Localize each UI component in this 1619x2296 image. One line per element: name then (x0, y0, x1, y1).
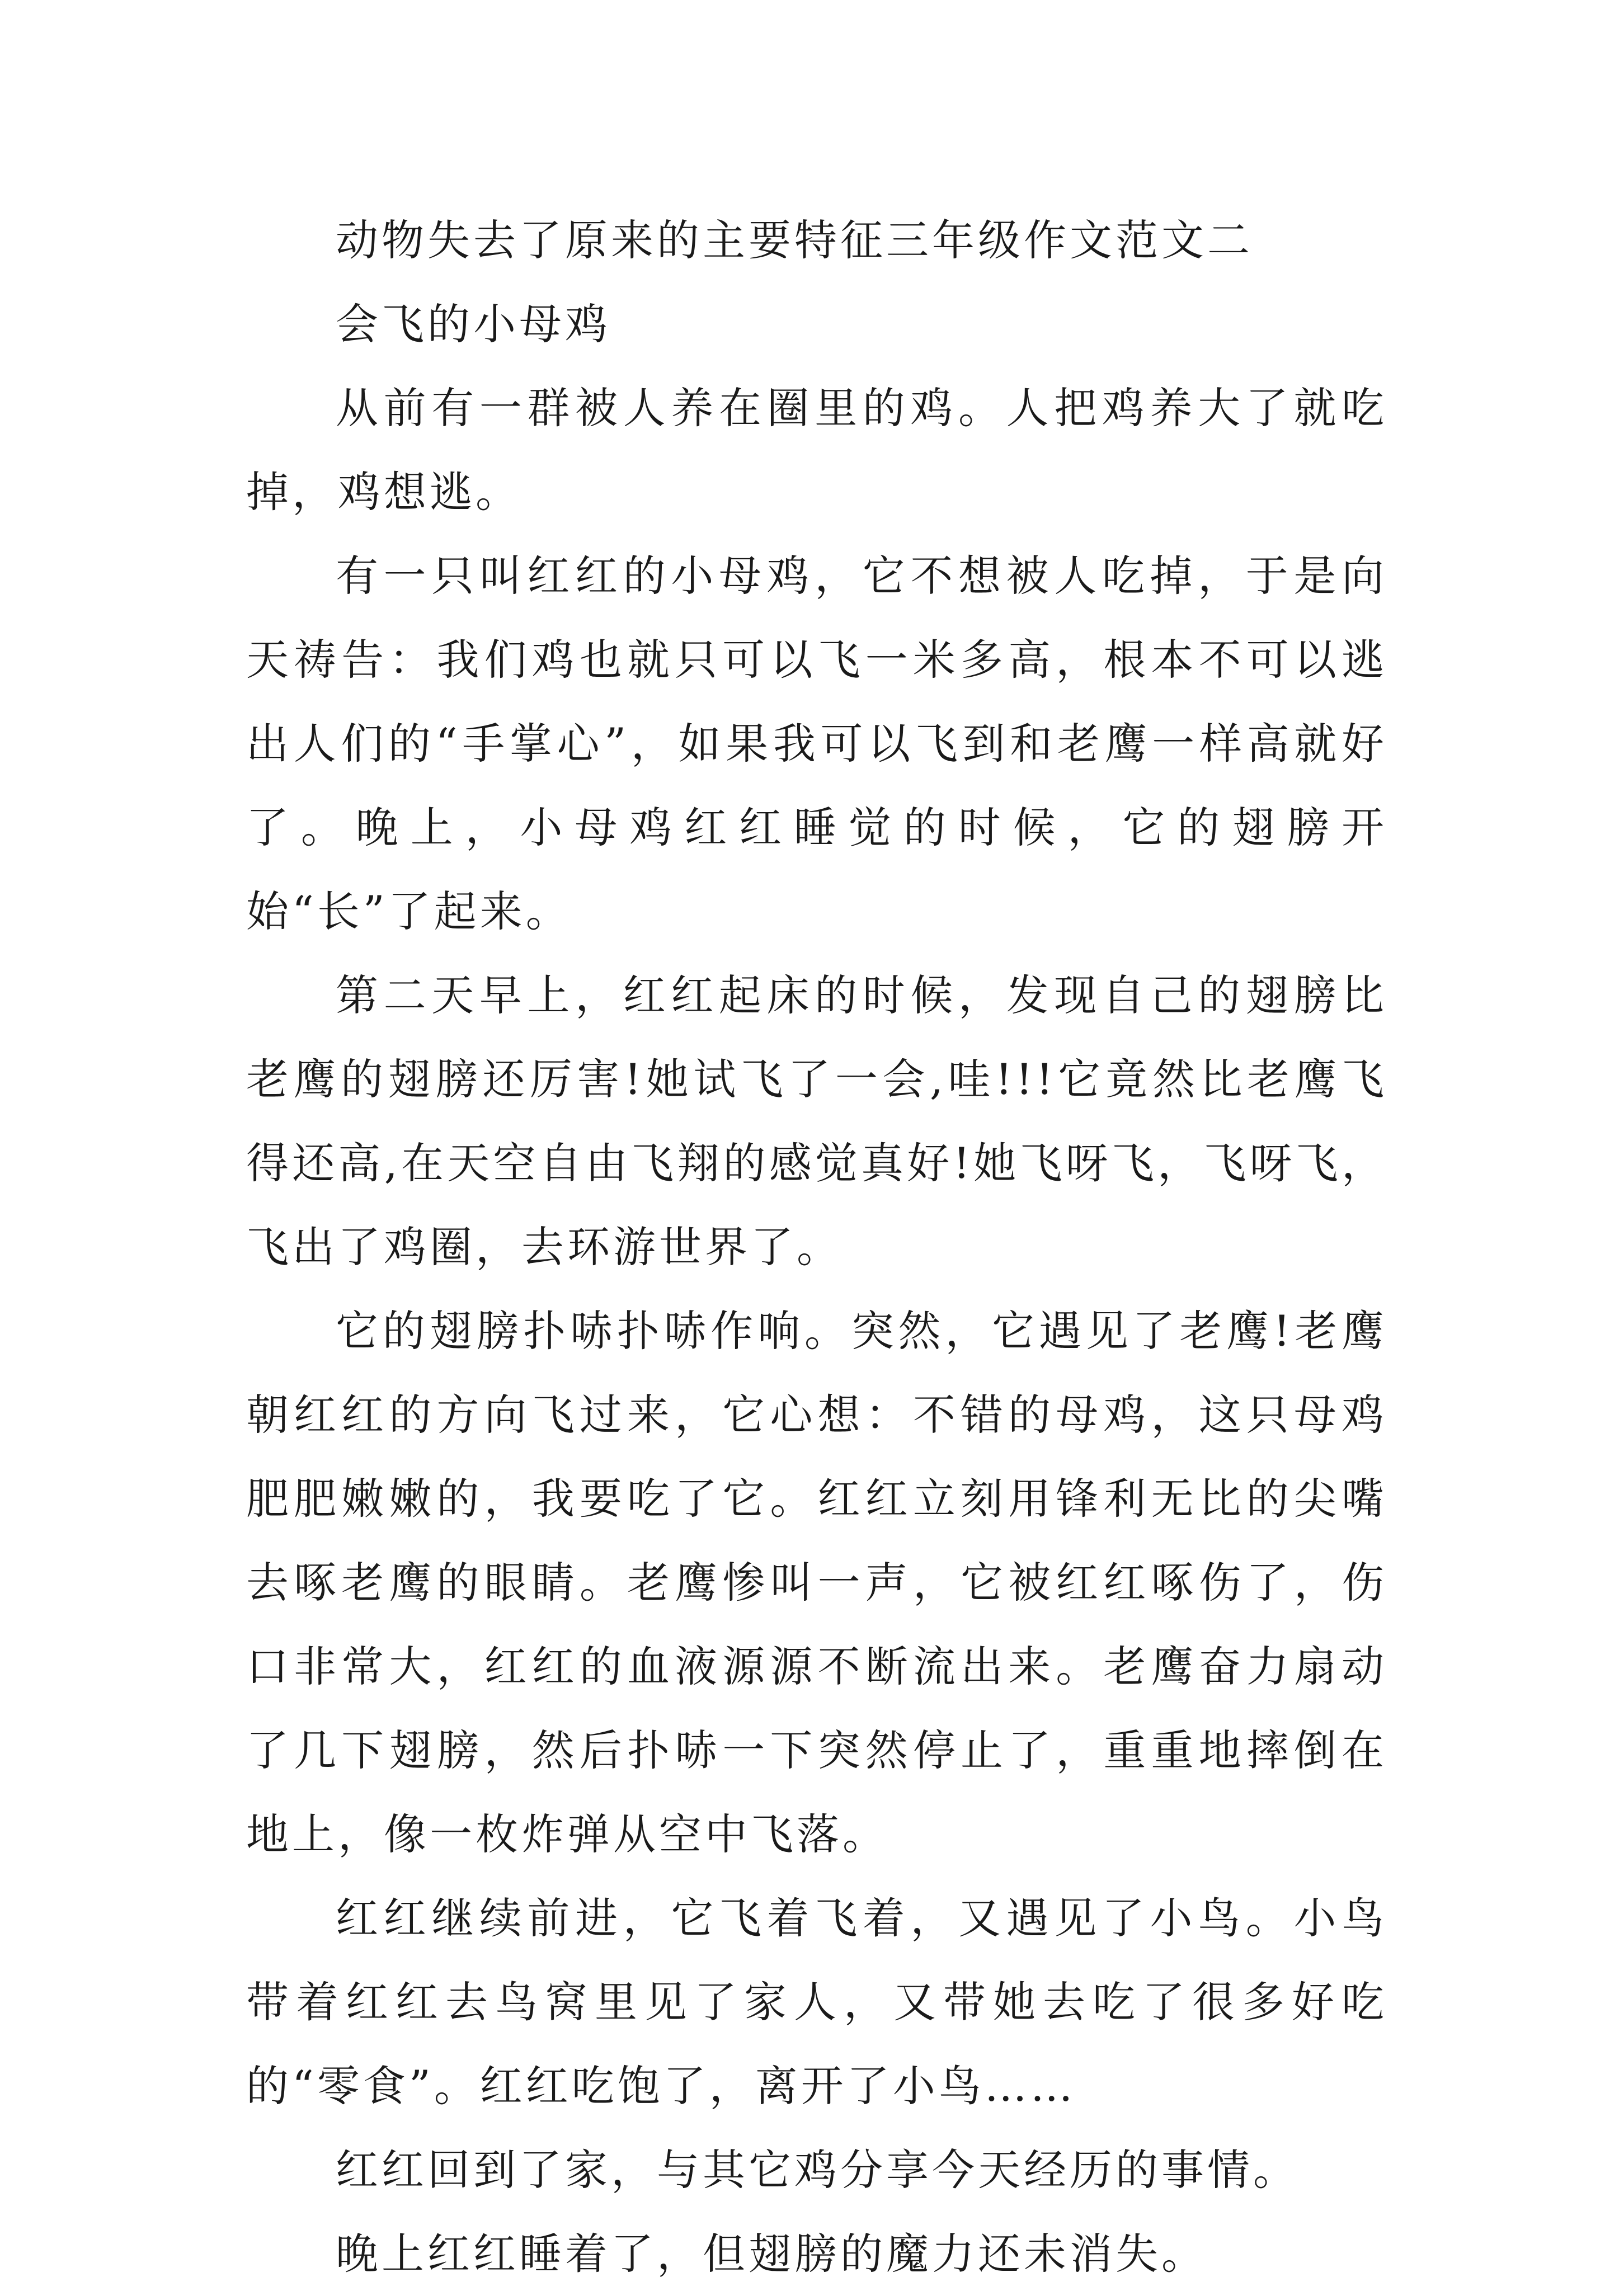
document-title: 动物失去了原来的主要特征三年级作文范文二 (336, 215, 1253, 265)
paragraph: 它的翅膀扑哧扑哧作响。突然，它遇见了老鹰!老鹰朝红红的方向飞过来，它心想：不错的母鸡，这只母鸡肥肥嫩嫩的，我要吃了它。红红立刻用锋利无比的尖嘴去啄老鹰的眼睛。老鹰惨叫一声，它被红红啄伤了，伤口非常大，红红的血液源源不断流出来。老鹰奋力扇动了几下翅膀，然后扑哧一下突然停止了，重重地摔倒在地上，像一枚炸弹从空中飞落。 (246, 1306, 1387, 1859)
paragraph: 第二天早上，红红起床的时候，发现自己的翅膀比老鹰的翅膀还厉害!她试飞了一会,哇!!!它竟然比老鹰飞得还高,在天空自由飞翔的感觉真好!她飞呀飞，飞呀飞，飞出了鸡圈，去环游世界了。 (246, 970, 1387, 1272)
paragraph: 晚上红红睡着了，但翅膀的魔力还未消失。 (336, 2229, 1207, 2279)
paragraph: 从前有一群被人养在圈里的鸡。人把鸡养大了就吃掉，鸡想逃。 (246, 383, 1387, 517)
paragraph: 有一只叫红红的小母鸡，它不想被人吃掉，于是向天祷告：我们鸡也就只可以飞一米多高，根本不可以逃出人们的“手掌心”，如果我可以飞到和老鹰一样高就好了。晚上，小母鸡红红睡觉的时候，它的翅膀开始“长”了起来。 (246, 551, 1387, 936)
paragraph: 红红继续前进，它飞着飞着，又遇见了小鸟。小鸟带着红红去鸟窝里见了家人，又带她去吃了很多好吃的“零食”。红红吃饱了，离开了小鸟…… (246, 1893, 1387, 2111)
document-body (246, 199, 1387, 2296)
story-title: 会飞的小母鸡 (336, 299, 611, 349)
paragraph: 红红回到了家，与其它鸡分享今天经历的事情。 (336, 2145, 1299, 2195)
